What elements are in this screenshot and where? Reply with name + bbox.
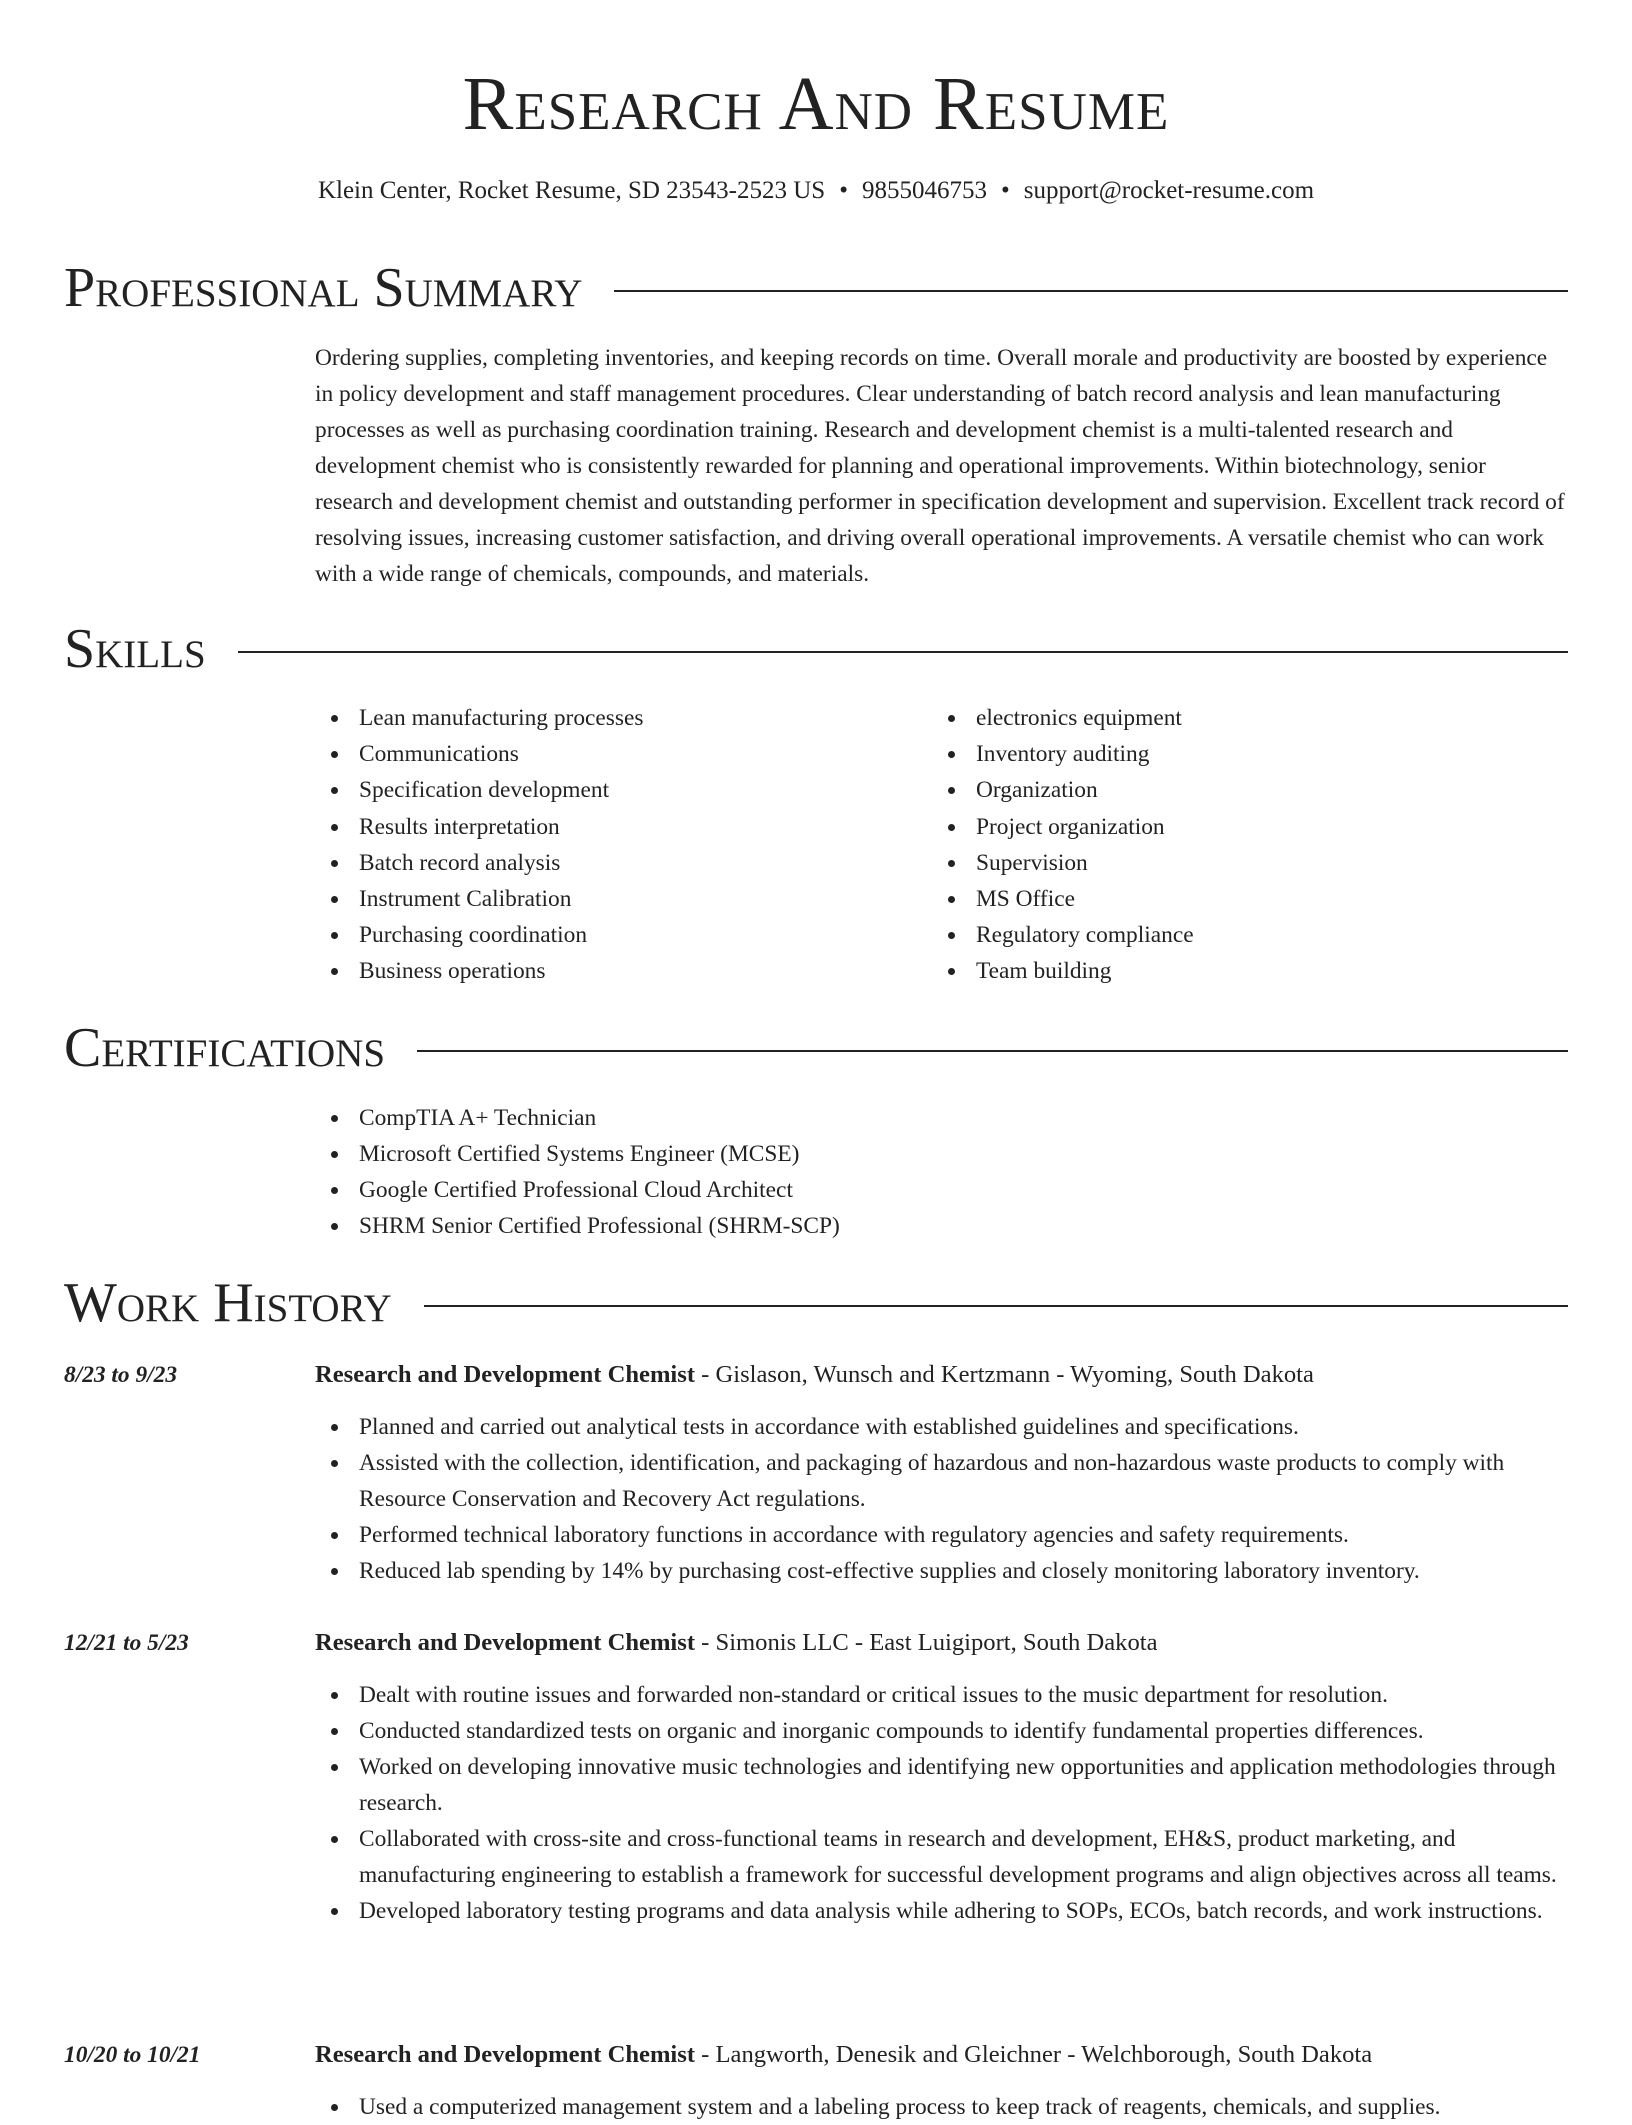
certifications-list [315,1100,1568,1244]
resume-name: Research And Resume [462,62,1170,146]
section-title-skills: Skills [64,618,206,680]
certification-item: Google Certified Professional Cloud Architect [315,1172,1568,1208]
section-divider [614,290,1568,292]
section-divider [424,1305,1568,1307]
job-bullet: Developed laboratory testing programs and data analysis while adhering to SOPs, ECOs, batch records, and work instructions. [315,1893,1568,1929]
skill-item: Batch record analysis [315,845,915,881]
job-bullet: Performed technical laboratory functions in accordance with regulatory agencies and safety requirements. [315,1517,1568,1553]
job-dates: 10/20 to 10/21 [64,2042,201,2068]
contact-separator: • [1000,177,1010,204]
contact-line [0,176,1632,206]
section-header-work-history [64,1271,1568,1335]
job-heading [315,2037,1568,2073]
summary-text: Ordering supplies, completing inventories, and keeping records on time. Overall morale and productivity are boosted by experience in policy development and staff management procedures. Clear understanding of batch record analysis and lean manufacturing processes as well as purchasing coordination training. Research and development chemist is a multi-talented research and development chemist who is consistently rewarded for planning and operational improvements. Within biotechnology, senior research and development chemist and outstanding performer in specification development and supervision. Excellent track record of resolving issues, increasing customer satisfaction, and driving overall operational improvements. A versatile chemist who can work with a wide range of chemicals, compounds, and materials. [315,345,1565,587]
job-bullets [315,1677,1568,1929]
certification-item: Microsoft Certified Systems Engineer (MCSE) [315,1136,1568,1172]
section-title-summary: Professional Summary [64,257,583,319]
job-bullets [315,2089,1568,2125]
skill-item: Lean manufacturing processes [315,700,915,736]
skill-item: MS Office [932,881,1532,917]
job-heading [315,1357,1568,1393]
certification-item: SHRM Senior Certified Professional (SHRM-SCP) [315,1208,1568,1244]
section-header-skills [64,617,1568,681]
section-divider [238,651,1568,653]
skill-item: Communications [315,736,915,772]
job-dates: 8/23 to 9/23 [64,1362,178,1388]
job-heading [315,1625,1568,1661]
skill-item: Business operations [315,953,915,989]
job-bullet: Reduced lab spending by 14% by purchasing cost-effective supplies and closely monitoring laboratory inventory. [315,1553,1568,1589]
job-title: Research and Development Chemist [315,1361,696,1388]
job-bullet: Planned and carried out analytical tests in accordance with established guidelines and specifications. [315,1409,1568,1445]
contact-separator: • [839,177,848,204]
skill-item: Specification development [315,772,915,808]
certification-item: CompTIA A+ Technician [315,1100,1568,1136]
skill-item: Instrument Calibration [315,881,915,917]
job-bullet: Conducted standardized tests on organic and inorganic compounds to identify fundamental properties differences. [315,1713,1568,1749]
skill-item: Regulatory compliance [932,917,1532,953]
section-title-work-history: Work History [64,1272,392,1334]
contact-email: support@rocket-resume.com [1023,177,1315,204]
contact-phone: 9855046753 [861,177,987,204]
skill-item: Purchasing coordination [315,917,915,953]
job-employer: - Langworth, Denesik and Gleichner - Welchborough, South Dakota [695,2041,1373,2068]
skill-item: electronics equipment [932,700,1532,736]
job-title: Research and Development Chemist [315,1629,696,1656]
job-bullets [315,1409,1568,1589]
job-employer: - Gislason, Wunsch and Kertzmann - Wyoming, South Dakota [695,1361,1314,1388]
section-header-certifications [64,1016,1568,1080]
skill-item: Results interpretation [315,809,915,845]
skill-item: Organization [932,772,1532,808]
job-dates: 12/21 to 5/23 [64,1630,189,1656]
section-title-certifications: Certifications [64,1017,386,1079]
job-bullet: Collaborated with cross-site and cross-functional teams in research and development, EH&S, product marketing, and manufacturing engineering to establish a framework for successful development programs and align objectives across all teams. [315,1821,1568,1893]
job-bullet: Worked on developing innovative music technologies and identifying new opportunities and application methodologies through research. [315,1749,1568,1821]
job-title: Research and Development Chemist [315,2041,696,2068]
skill-item: Team building [932,953,1532,989]
job-employer: - Simonis LLC - East Luigiport, South Dakota [695,1629,1158,1656]
skill-item: Inventory auditing [932,736,1532,772]
skills-list-left [315,700,915,990]
job-bullet: Assisted with the collection, identification, and packaging of hazardous and non-hazardous waste products to comply with Resource Conservation and Recovery Act regulations. [315,1445,1568,1517]
contact-address: Klein Center, Rocket Resume, SD 23543-2523 US [317,177,826,204]
skills-list-right [932,700,1532,990]
skill-item: Project organization [932,809,1532,845]
section-header-summary [64,256,1568,320]
job-bullet: Used a computerized management system and a labeling process to keep track of reagents, chemicals, and supplies. [315,2089,1568,2125]
job-bullet: Dealt with routine issues and forwarded non-standard or critical issues to the music department for resolution. [315,1677,1568,1713]
section-divider [417,1050,1568,1052]
skill-item: Supervision [932,845,1532,881]
